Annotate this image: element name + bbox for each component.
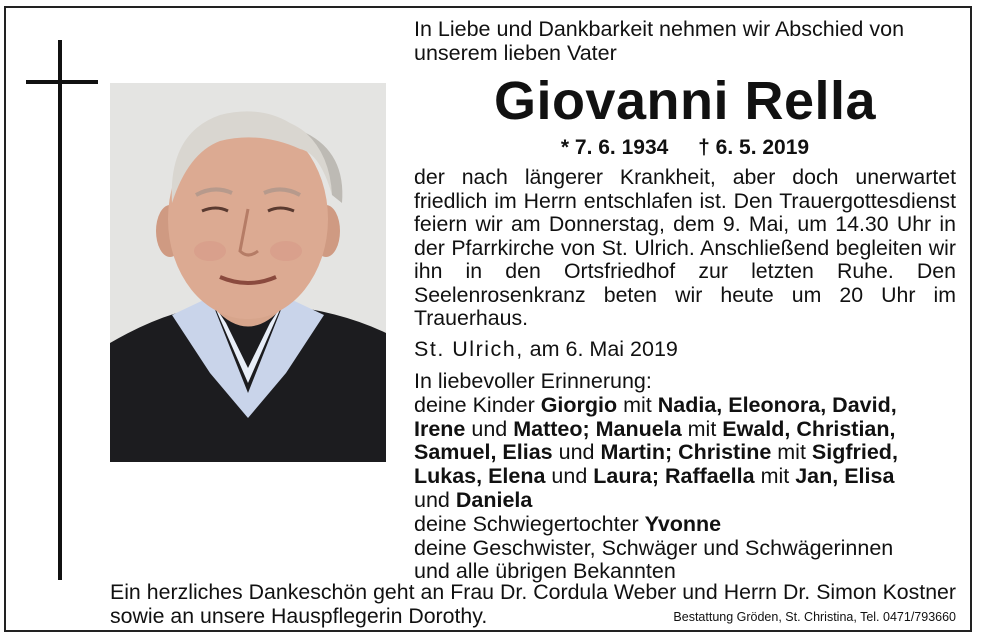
children-line: Lukas, Elena und Laura; Raffaella mit Jan, Elisa [414, 464, 895, 489]
family-list [414, 370, 956, 584]
siblings-line: deine Geschwister, Schwäger und Schwägerinnen [414, 535, 894, 560]
death-date: † 6. 5. 2019 [698, 136, 810, 159]
cross-vertical-bar [58, 40, 62, 580]
intro-text [414, 18, 956, 65]
children-line: deine Kinder Giorgio mit Nadia, Eleonora, David, [414, 392, 897, 417]
notice-body: der nach längerer Krankheit, aber doch unerwartet friedlich im Herrn entschlafen ist. Den Trauergottesdienst feiern wir am Donnerstag, dem 9. Mai, um 14.30 Uhr in der Pfarrkirche von St. Ulrich. Anschließend begleiten wir ihn in den Ortsfriedhof zur letzten Ruhe. Den Seelenrosenkranz beten wir heute um 20 Uhr im Trauerhaus. [414, 165, 956, 330]
children-line: Samuel, Elias und Martin; Christine mit Sigfried, [414, 440, 898, 465]
intro-line: In Liebe und Dankbarkeit nehmen wir Abschied von [414, 17, 905, 41]
intro-line: unserem lieben Vater [414, 40, 617, 65]
place-date [414, 338, 956, 362]
daughter-in-law-line: deine Schwiegertochter Yvonne [414, 511, 722, 536]
acquaintances-line: und alle übrigen Bekannten [414, 559, 676, 584]
family-heading: In liebevoller Erinnerung: [414, 369, 652, 393]
children-line: und Daniela [414, 487, 533, 512]
thanks-text: Ein herzliches Dankeschön geht an Frau Dr. Cordula Weber und Herrn Dr. Simon Kostner sowie an unsere Hauspflegerin Dorothy. [110, 580, 956, 628]
life-dates [414, 136, 956, 160]
deceased-name: Giovanni Rella [493, 71, 877, 131]
place-location: St. Ulrich, [414, 337, 524, 361]
place-date-value: am 6. Mai 2019 [529, 337, 678, 361]
portrait-photo [110, 83, 386, 462]
undertaker-info: Bestattung Gröden, St. Christina, Tel. 0471/793660 [673, 610, 956, 624]
birth-date: * 7. 6. 1934 [560, 136, 669, 159]
cross-horizontal-bar [26, 80, 98, 84]
children-line: Irene und Matteo; Manuela mit Ewald, Christian, [414, 416, 896, 441]
